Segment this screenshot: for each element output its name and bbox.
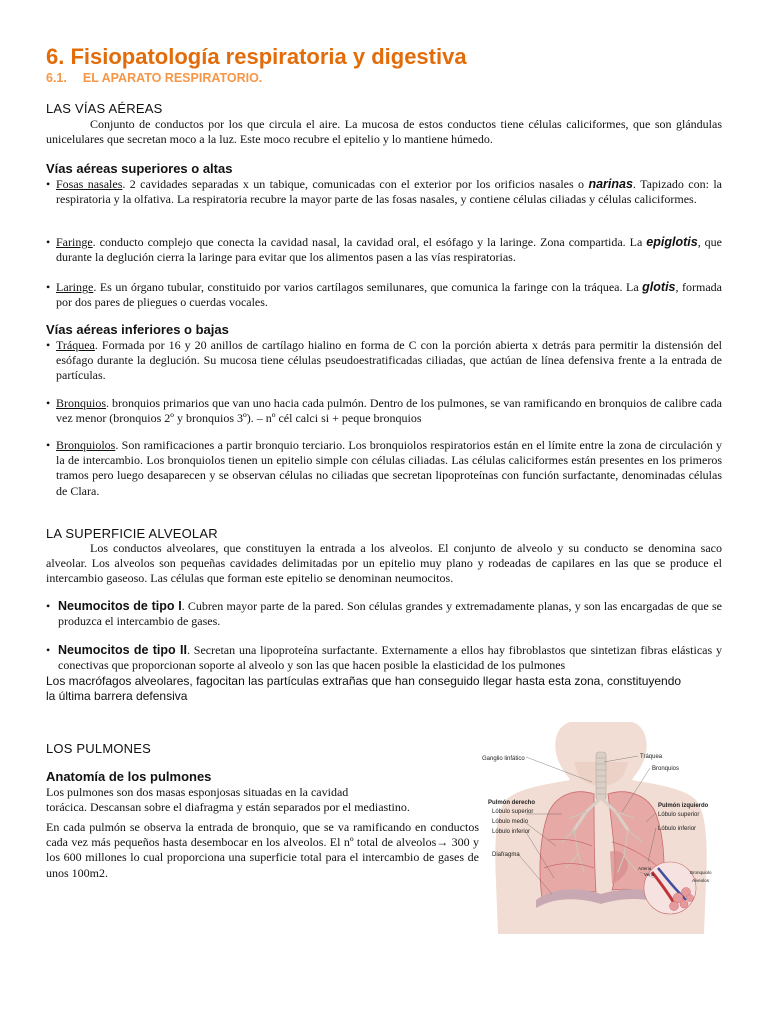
heading-vias-inferiores: Vías aéreas inferiores o bajas xyxy=(46,322,229,337)
label-alveolos: Alveolos xyxy=(692,878,710,883)
label-arteria: Arteria xyxy=(638,866,652,871)
section-title xyxy=(46,71,262,85)
vias-intro-text: Conjunto de conductos por los que circula el aire. La mucosa de estos conductos tiene células caliciformes, que son glándulas unicelulares que secretan moco a la luz. Este moco recubre el epitelio y lo mantiene húmedo. xyxy=(46,117,722,147)
label-bronquiolo: Bronquiolo xyxy=(690,870,712,875)
section-number: 6.1. xyxy=(46,71,67,85)
list-item-neumocitos-tipo-2: • Neumocitos de tipo II. Secretan una lipoproteína surfactante. Externamente a ellos hay fibroblastos que sintetizan fibras elásticas y conectivas que proporcionan soporte al alveolo y son las que hacen posible la elasticidad de los pulmones xyxy=(46,643,722,673)
label-traquea: Tráquea xyxy=(640,754,663,760)
label-diafragma: Diafragma xyxy=(492,852,520,858)
term-fosas-nasales: Fosas nasales xyxy=(56,177,123,191)
list-item-laringe: • Laringe. Es un órgano tubular, constituido por varios cartílagos semilunares, que comunica la faringe con la tráquea. La glotis, formada por dos pares de pliegues o cuerdas vocales. xyxy=(46,280,722,310)
term-neumocitos-tipo-2: Neumocitos de tipo II xyxy=(58,643,187,657)
alveolar-intro-text: Los conductos alveolares, que constituyen la entrada a los alveolos. El conjunto de alveolo y su conducto se denomina saco alveolar. Los alveolos son pequeñas cavidades delimitadas por un epitelio muy plano y rodeadas de capilares en las que se produce el intercambio gaseoso. Las células que forman este epitelio se denominan neumocitos. xyxy=(46,541,722,586)
heading-vias-superiores: Vías aéreas superiores o altas xyxy=(46,161,233,176)
list-item-traquea: • Tráquea. Formada por 16 y 20 anillos de cartílago hialino en forma de C con la porción abierta x detrás para permitir la distensión del esófago durante la deglución. Su mucosa tiene células pseudoestratificadas ciliadas, que actúan de línea defensiva frente a la entrada de partículas. xyxy=(46,338,722,383)
heading-vias-aereas: LAS VÍAS AÉREAS xyxy=(46,101,163,116)
section-name: EL APARATO RESPIRATORIO. xyxy=(82,71,263,85)
term-bronquiolos: Bronquiolos xyxy=(56,438,116,452)
list-item-faringe: • Faringe. conducto complejo que conecta la cavidad nasal, la cavidad oral, el esófago y la laringe. Zona compartida. La epiglotis, que durante la deglución cierra la laringe para evitar que los alimentos pasen a las vías respiratorias. xyxy=(46,235,723,265)
pulmones-p1-line1: Los pulmones son dos masas esponjosas situadas en la cavidad xyxy=(46,785,349,799)
label-lobulo-medio: Lóbulo medio xyxy=(492,819,529,825)
label-pulmon-derecho: Pulmón derecho xyxy=(488,800,536,806)
list-item-fosas-nasales: • Fosas nasales. 2 cavidades separadas x un tabique, comunicadas con el exterior por los orificios nasales o narinas. Tapizado con: la respiratoria y la olfativa. La respiratoria recubre la mayor parte de las fosas nasales, y contiene células ciliadas y células caliciformes. xyxy=(46,177,722,207)
label-vena: Vena xyxy=(644,872,655,877)
term-neumocitos-tipo-1: Neumocitos de tipo I xyxy=(58,599,182,613)
chapter-title: 6. Fisiopatología respiratoria y digestiva xyxy=(46,44,467,69)
keyword-narinas: narinas xyxy=(588,177,633,191)
term-traquea: Tráquea xyxy=(56,338,95,352)
label-lobulo-superior-i: Lóbulo superior xyxy=(658,812,700,818)
label-ganglio: Ganglio linfático xyxy=(482,756,525,762)
pulmones-p1-line2: torácica. Descansan sobre el diafragma y están separados por el mediastino. xyxy=(46,800,410,815)
macrofagos-paragraph: Los macrófagos alveolares, fagocitan las partículas extrañas que han conseguido llegar hasta esta zona, constituyendo la última barrera defensiva xyxy=(46,674,682,704)
label-lobulo-superior-d: Lóbulo superior xyxy=(492,809,534,815)
heading-los-pulmones: LOS PULMONES xyxy=(46,741,151,756)
keyword-epiglotis: epiglotis xyxy=(646,235,698,249)
list-item-bronquiolos: • Bronquiolos. Son ramificaciones a partir bronquio terciario. Los bronquiolos respiratorios están en el límite entre la zona de circulación y la de intercambio. Los bronquiolos tienen un epitelio simple con células ciliadas. Las células caliciformes están presentes en los primeros tramos pero luego desaparecen y se observan células no ciliadas que secretan lipoproteínas con función surfactante, denominadas células de Clara. xyxy=(46,438,722,498)
pulmones-paragraph-2: En cada pulmón se observa la entrada de bronquio, que se va ramificando en conductos cada vez más pequeños hasta desembocar en los alveolos. El nº total de alveolos→ 300 y los 600 millones lo cual proporciona una superficie total para el intercambio de gases de unos 100m2. xyxy=(46,820,479,880)
label-lobulo-inferior-d: Lóbulo inferior xyxy=(492,829,531,835)
term-faringe: Faringe xyxy=(56,235,93,249)
term-laringe: Laringe xyxy=(56,280,94,294)
list-item-neumocitos-tipo-1: • Neumocitos de tipo I. Cubren mayor parte de la pared. Son células grandes y extremadamente planas, y son las encargadas de que se produzca el intercambio de gases. xyxy=(46,599,722,629)
alveolar-intro-paragraph xyxy=(46,541,722,587)
label-lobulo-inferior-i: Lóbulo inferior xyxy=(658,826,697,832)
pulmones-paragraph-1 xyxy=(46,785,476,815)
label-pulmon-izquierdo: Pulmón izquierdo xyxy=(658,803,709,809)
heading-superficie-alveolar: LA SUPERFICIE ALVEOLAR xyxy=(46,526,218,541)
keyword-glotis: glotis xyxy=(642,280,676,294)
label-bronquios: Bronquios xyxy=(652,766,680,772)
heading-anatomia-pulmones: Anatomía de los pulmones xyxy=(46,769,212,784)
term-bronquios: Bronquios xyxy=(56,396,107,410)
list-item-bronquios: • Bronquios. bronquios primarios que van uno hacia cada pulmón. Dentro de los pulmones, se van ramificando en bronquios de calibre cada vez menor (bronquios 2º y bronquios 3º). – nº cél calci si + peque bronquios xyxy=(46,396,722,426)
vias-intro-paragraph xyxy=(46,117,722,147)
lung-anatomy-illustration xyxy=(478,722,722,934)
